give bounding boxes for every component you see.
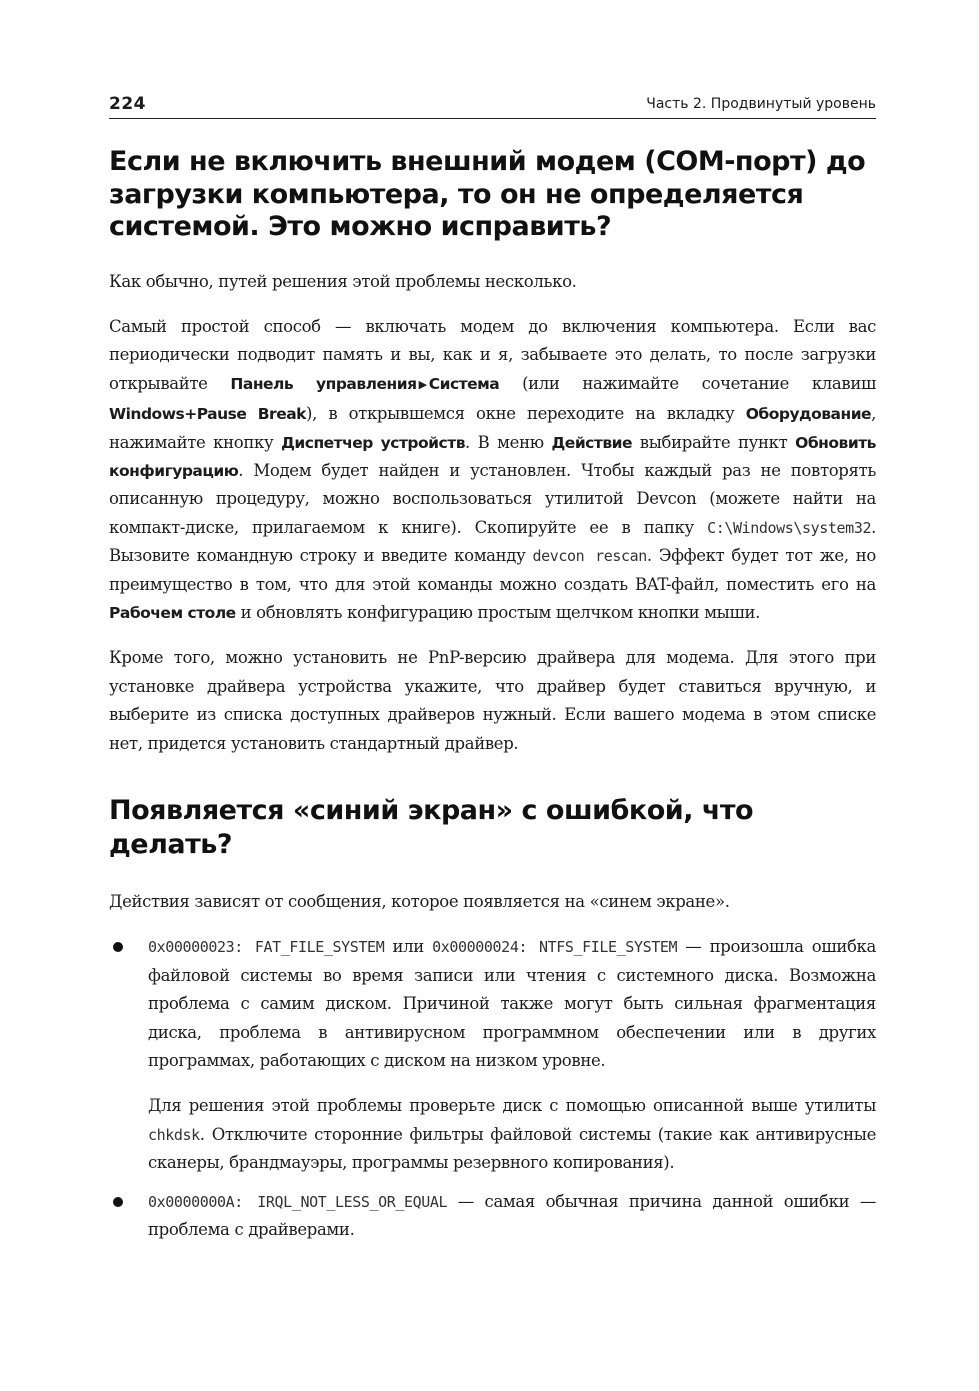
section-heading-modem: Если не включить внешний модем (COM-порт) до загрузки компьютера, то он не определяется системой. Это можно исправить? xyxy=(109,146,866,242)
bullet-icon xyxy=(113,1197,123,1207)
text-run: — произошла ошибка файловой системы во время записи или чтения с системного диска. Возможна проблема с самим диском. Причиной также могут быть сильная фрагментация диска, проблема в антивирусном программном обеспечении или в других программах, работающих с диском на низком уровне. xyxy=(148,937,877,1071)
page-content xyxy=(109,146,876,1244)
ui-term-desktop: Рабочем столе xyxy=(109,603,236,622)
ui-term-hotkey: Windows+Pause Break xyxy=(109,405,306,424)
paragraph-irql-error xyxy=(148,1188,876,1245)
code-devcon-rescan: devcon rescan xyxy=(532,547,647,566)
ui-term-control-panel: Панель управления xyxy=(230,374,417,393)
code-path-system32: C:\Windows\system32 xyxy=(707,518,872,537)
section-heading-bsod: Появляется «синий экран» с ошибкой, что делать? xyxy=(109,795,754,860)
paragraph-file-system-fix xyxy=(148,1092,876,1177)
ui-term-device-manager: Диспетчер устройств xyxy=(281,433,466,452)
paragraph-non-pnp-driver: Кроме того, можно установить не PnP-версию драйвера для модема. Для этого при установке драйвера устройства укажите, что драйвер будет ставиться вручную, и выберите из списка доступных драйверов нужный. Если вашего модема в этом списке нет, придется установить стандартный драйвер. xyxy=(109,648,876,753)
text-run: , нажимайте кнопку xyxy=(109,404,876,452)
paragraph-file-system-error xyxy=(148,933,876,1075)
menu-arrow-icon: ▶ xyxy=(418,377,427,391)
paragraph-intro-modem: Как обычно, путей решения этой проблемы несколько. xyxy=(109,271,577,291)
text-run: ), в открывшемся окне переходите на вкладку xyxy=(305,404,746,424)
running-header xyxy=(109,94,876,119)
code-chkdsk: chkdsk xyxy=(148,1125,200,1144)
list-item xyxy=(109,933,876,1177)
text-run: выбирайте пункт xyxy=(632,432,796,452)
page-number: 224 xyxy=(109,94,146,114)
list-item xyxy=(109,1188,876,1245)
running-title: Часть 2. Продвинутый уровень xyxy=(646,96,876,112)
text-run: . В меню xyxy=(465,432,552,452)
text-run: (или нажимайте сочетание клавиш xyxy=(499,373,876,393)
bullet-icon xyxy=(113,942,123,952)
text-run: Самый простой способ — включать модем до включения компьютера. Если вас периодически подводит память и вы, как и я, забываете это делать, то после загрузки открывайте xyxy=(109,316,876,393)
paragraph-intro-bsod: Действия зависят от сообщения, которое появляется на «синем экране». xyxy=(109,892,730,911)
text-run: Для решения этой проблемы проверьте диск с помощью описанной выше утилиты xyxy=(148,1096,876,1116)
text-run: и обновлять конфигурацию простым щелчком кнопки мыши. xyxy=(235,602,760,622)
text-run: . Отключите сторонние фильтры файловой системы (такие как антивирусные сканеры, брандмауэры, программы резервного копирования). xyxy=(148,1124,876,1173)
code-error-irql: 0x0000000A: IRQL_NOT_LESS_OR_EQUAL xyxy=(148,1192,448,1211)
text-run: . Вызовите командную строку и введите команду xyxy=(109,517,876,566)
ui-term-hardware-tab: Оборудование xyxy=(745,405,872,424)
code-error-ntfs: 0x00000024: NTFS_FILE_SYSTEM xyxy=(432,938,678,957)
text-run: или xyxy=(384,937,433,957)
code-error-fat: 0x00000023: FAT_FILE_SYSTEM xyxy=(148,938,385,957)
paragraph-modem-instructions xyxy=(109,313,876,627)
text-run: . Модем будет найден и установлен. Чтобы каждый раз не повторять описанную процедуру, можно воспользоваться утилитой Devcon (можете найти на компакт-диске, прилагаемом к книге). Скопируйте ее в папку xyxy=(109,460,876,537)
bsod-error-list xyxy=(109,933,876,1244)
text-run: — самая обычная причина данной ошибки — проблема с драйверами. xyxy=(148,1191,876,1240)
ui-term-system: Система xyxy=(428,374,500,393)
ui-term-action-menu: Действие xyxy=(551,433,633,452)
ui-term-scan-hardware: Обновить конфигурацию xyxy=(109,433,876,480)
text-run: . Эффект будет тот же, но преимущество в том, что для этой команды можно создать BAT-файл, поместить его на xyxy=(109,546,877,594)
